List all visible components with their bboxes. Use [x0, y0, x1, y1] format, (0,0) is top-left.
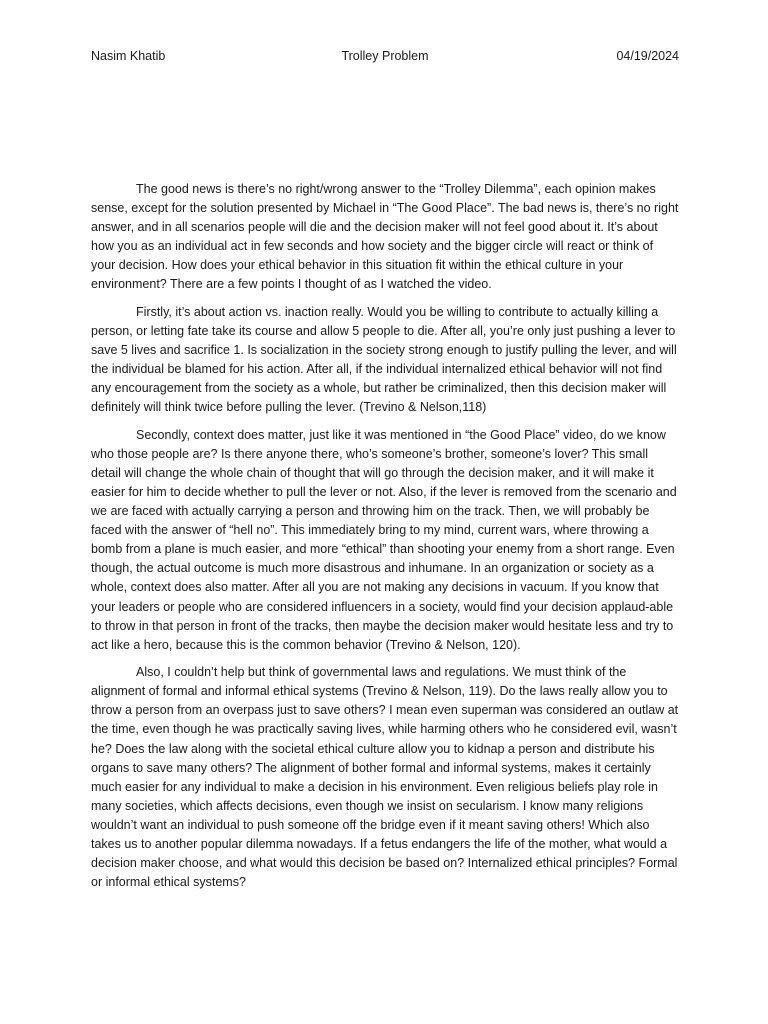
author-name: Nasim Khatib [91, 49, 166, 63]
paragraph-1: The good news is there’s no right/wrong answer to the “Trolley Dilemma”, each opinion makes sense, except for the solution presented by Michael in “The Good Place”. The bad news is, there’s no right answer, and in all scenarios people will die and the decision maker will not feel good about it. It’s about how you as an individual act in few seconds and how society and the bigger circle will react or think of your decision. How does your ethical behavior in this situation fit within the ethical culture in your environment? There are a few points I thought of as I watched the video. [91, 182, 679, 292]
document-body [91, 180, 679, 901]
paragraph-4: Also, I couldn’t help but think of governmental laws and regulations. We must think of the alignment of formal and informal ethical systems (Trevino & Nelson, 119). Do the laws really allow you to throw a person from an overpass just to save others? I mean even superman was considered an outlaw at the time, even though he was practically saving lives, while harming others who he considered evil, wasn’t he? Does the law along with the societal ethical culture allow you to kidnap a person and distribute his organs to save many others? The alignment of bother formal and informal systems, makes it certainly much easier for any individual to make a decision in his environment. Even religious beliefs play role in many societies, which affects decisions, even though we insist on secularism. I know many religions wouldn’t want an individual to push someone off the bridge even if it meant saving others! Which also takes us to another popular dilemma nowadays. If a fetus endangers the life of the mother, what would a decision maker choose, and what would this decision be based on? Internalized ethical principles? Formal or informal ethical systems? [91, 665, 679, 890]
page-header [91, 48, 679, 66]
paragraph-2: Firstly, it’s about action vs. inaction really. Would you be willing to contribute to actually killing a person, or letting fate take its course and allow 5 people to die. After all, you’re only just pushing a lever to save 5 lives and sacrifice 1. Is socialization in the society strong enough to justify pulling the lever, and will the individual be blamed for his action. After all, if the individual internalized ethical behavior will not find any encouragement from the society as a whole, but rather be criminalized, then this decision maker will definitely will think twice before pulling the lever. (Trevino & Nelson,118) [91, 304, 677, 415]
document-title: Trolley Problem [341, 49, 429, 63]
paragraph-3: Secondly, context does matter, just like it was mentioned in “the Good Place” video, do we know who those people are? Is there anyone there, who’s someone’s brother, someone’s lover? This small detail will change the whole chain of thought that will go through the decision maker, and it will make it easier for him to decide whether to pull the lever or not. Also, if the lever is removed from the scenario and we are faced with actually carrying a person and throwing him on the track. Then, we will probably be faced with the answer of “hell no”. This immediately bring to my mind, current wars, where throwing a bomb from a plane is much easier, and more “ethical” than shooting your enemy from a short range. Even though, the actual outcome is much more disastrous and inhumane. In an organization or society as a whole, context does also matter. After all you are not making any decisions in vacuum. If you know that your leaders or people who are considered influencers in a society, would find your decision applaud-able to throw in that person in front of the tracks, then maybe the decision maker would hesitate less and try to act like a hero, because this is the common behavior (Trevino & Nelson, 120). [91, 427, 677, 652]
document-date: 04/19/2024 [616, 49, 679, 63]
